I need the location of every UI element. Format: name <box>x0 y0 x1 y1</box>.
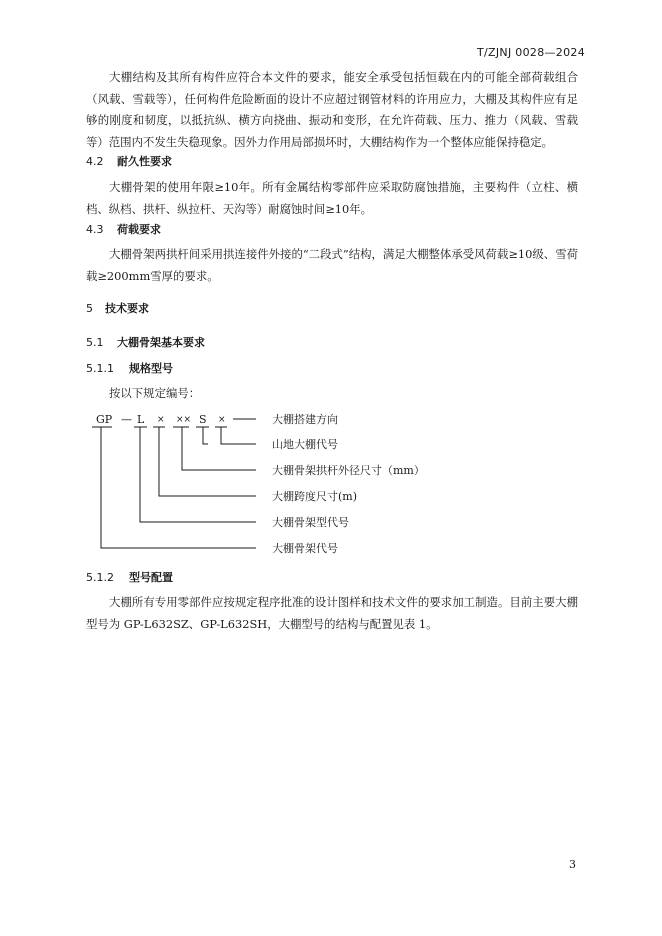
code-dash: — <box>121 413 132 426</box>
heading-number: 4.3 <box>86 223 104 236</box>
paragraph-durability: 大棚骨架的使用年限≥10年。所有金属结构零部件应采取防腐蚀措施，主要构件（立柱、横档、纵档、拱杆、纵拉杆、天沟等）耐腐蚀时间≥10年。 <box>86 180 578 216</box>
page-number: 3 <box>569 858 576 871</box>
leader-diameter <box>182 427 256 470</box>
leader-span <box>159 427 256 496</box>
document-id: T/ZJNJ 0028—2024 <box>477 46 585 59</box>
leader-type <box>140 427 256 522</box>
code-label-mountain: 山地大棚代号 <box>272 438 338 451</box>
heading-number: 5 <box>86 302 93 315</box>
heading-title: 型号配置 <box>129 571 173 584</box>
code-s: S <box>199 413 207 426</box>
code-intro-text: 按以下规定编号： <box>109 386 201 400</box>
heading-title: 大棚骨架基本要求 <box>117 336 205 349</box>
paragraph-structure: 大棚结构及其所有构件应符合本文件的要求，能安全承受包括恒载在内的可能全部荷载组合（风载、雪载等），任何构件危险断面的设计不应超过钢管材料的许用应力，大棚及其构件应有足够的刚度和韧度，以抵抗纵、横方向挠曲、振动和变形，在允许荷载、压力、推力（风载、雪载等）范围内不发生失稳现象。因外力作用局部损坏时，大棚结构作为一个整体应能保持稳定。 <box>86 70 578 149</box>
heading-5-1-2 <box>86 569 173 585</box>
paragraph-model-config: 大棚所有专用零部件应按规定程序批准的设计图样和技术文件的要求加工制造。目前主要大棚型号为 GP-L632SZ、GP-L632SH，大棚型号的结构与配置见表 1。 <box>86 595 578 631</box>
code-label-direction: 大棚搭建方向 <box>272 413 338 426</box>
heading-number: 5.1 <box>86 336 104 349</box>
code-label-span: 大棚跨度尺寸(m) <box>272 490 358 503</box>
code-x1: × <box>157 415 165 425</box>
code-label-type: 大棚骨架型代号 <box>272 516 349 529</box>
code-xx: ×× <box>176 415 192 425</box>
heading-title: 技术要求 <box>105 302 149 315</box>
leader-frame <box>101 427 256 548</box>
heading-number: 5.1.2 <box>86 571 114 584</box>
paragraph-load: 大棚骨架两拱杆间采用拱连接件外接的“二段式”结构，满足大棚整体承受风荷载≥10级、雪荷载≥200mm雪厚的要求。 <box>86 247 578 283</box>
code-x2: × <box>218 415 226 425</box>
code-label-diameter: 大棚骨架拱杆外径尺寸（mm） <box>272 464 425 477</box>
heading-number: 4.2 <box>86 155 104 168</box>
code-gp: GP <box>96 413 113 426</box>
heading-title: 荷载要求 <box>117 223 161 236</box>
heading-title: 耐久性要求 <box>117 155 172 168</box>
leader-mountain <box>221 427 256 444</box>
heading-title: 规格型号 <box>129 362 173 375</box>
leader-s-stub <box>203 427 208 444</box>
code-label-frame: 大棚骨架代号 <box>272 542 338 555</box>
heading-number: 5.1.1 <box>86 362 114 375</box>
code-l: L <box>137 413 145 426</box>
